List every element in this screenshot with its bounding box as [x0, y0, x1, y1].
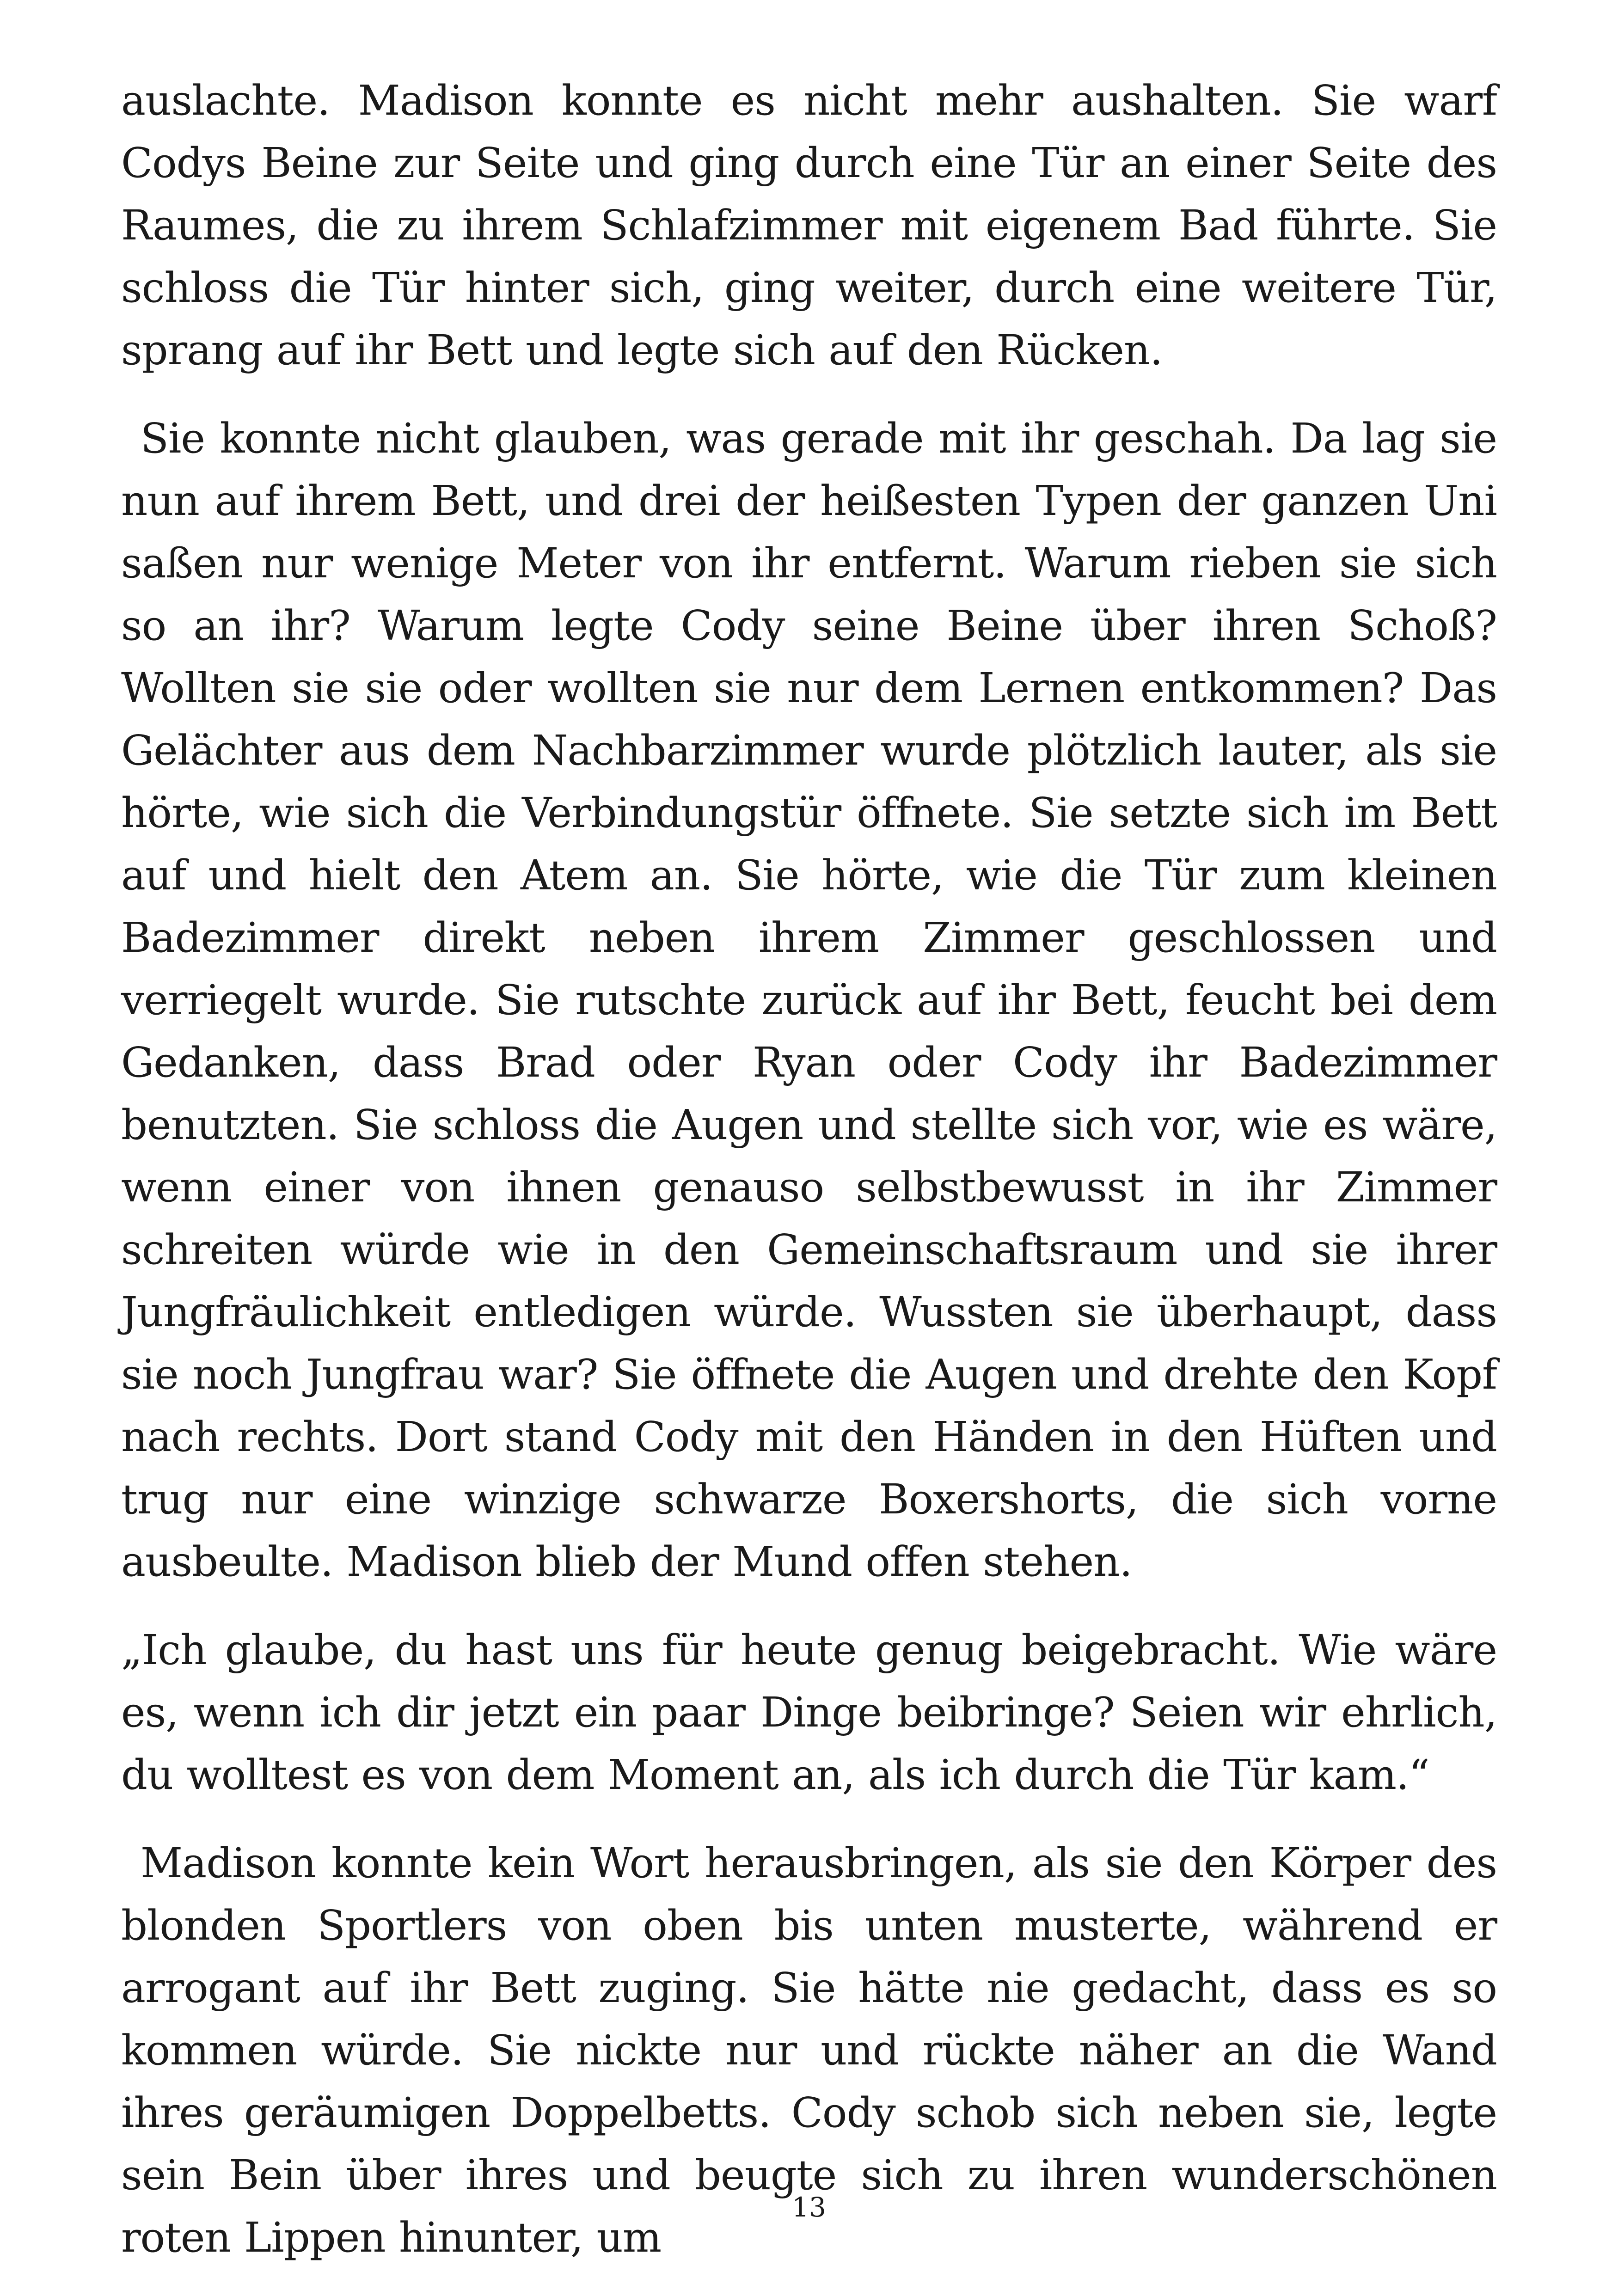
paragraph-3: „Ich glaube, du hast uns für heute genug beigebracht. Wie wäre es, wenn ich dir jetzt ein paar Dinge beibringe? Seien wir ehrlich, du wolltest es von dem Moment an, als ich durch die Tür kam.“ — [121, 1626, 1497, 1799]
page-number: 13 — [792, 2192, 826, 2223]
paragraph-1: auslachte. Madison konnte es nicht mehr aushalten. Sie warf Codys Beine zur Seite und ging durch eine Tür an einer Seite des Raumes, die zu ihrem Schlafzimmer mit eigenem Bad führte. Sie schloss die Tür hinter sich, ging weiter, durch eine weitere Tür, sprang auf ihr Bett und legte sich auf den Rücken. — [121, 76, 1497, 374]
book-page — [121, 69, 1497, 2295]
paragraph-2: Sie konnte nicht glauben, was gerade mit ihr geschah. Da lag sie nun auf ihrem Bett, und drei der heißesten Typen der ganzen Uni saßen nur wenige Meter von ihr entfernt. Warum rieben sie sich so an ihr? Warum legte Cody seine Beine über ihren Schoß? Wollten sie sie oder wollten sie nur dem Lernen entkommen? Das Gelächter aus dem Nachbarzimmer wurde plötzlich lauter, als sie hörte, wie sich die Verbindungstür öffnete. Sie setzte sich im Bett auf und hielt den Atem an. Sie hörte, wie die Tür zum kleinen Badezimmer direkt neben ihrem Zimmer geschlossen und verriegelt wurde. Sie rutschte zurück auf ihr Bett, feucht bei dem Gedanken, dass Brad oder Ryan oder Cody ihr Badezimmer benutzten. Sie schloss die Augen und stellte sich vor, wie es wäre, wenn einer von ihnen genauso selbstbewusst in ihr Zimmer schreiten würde wie in den Gemeinschaftsraum und sie ihrer Jungfräulichkeit entledigen würde. Wussten sie überhaupt, dass sie noch Jungfrau war? Sie öffnete die Augen und drehte den Kopf nach rechts. Dort stand Cody mit den Händen in den Hüften und trug nur eine winzige schwarze Boxershorts, die sich vorne ausbeulte. Madison blieb der Mund offen stehen. — [121, 414, 1497, 1586]
paragraph-4: Madison konnte kein Wort herausbringen, als sie den Körper des blonden Sportlers von oben bis unten musterte, während er arrogant auf ihr Bett zuging. Sie hätte nie gedacht, dass es so kommen würde. Sie nickte nur und rückte näher an die Wand ihres geräumigen Doppelbetts. Cody schob sich neben sie, legte sein Bein über ihres und beugte sich zu ihren wunderschönen roten Lippen hinunter, um — [121, 1839, 1497, 2261]
